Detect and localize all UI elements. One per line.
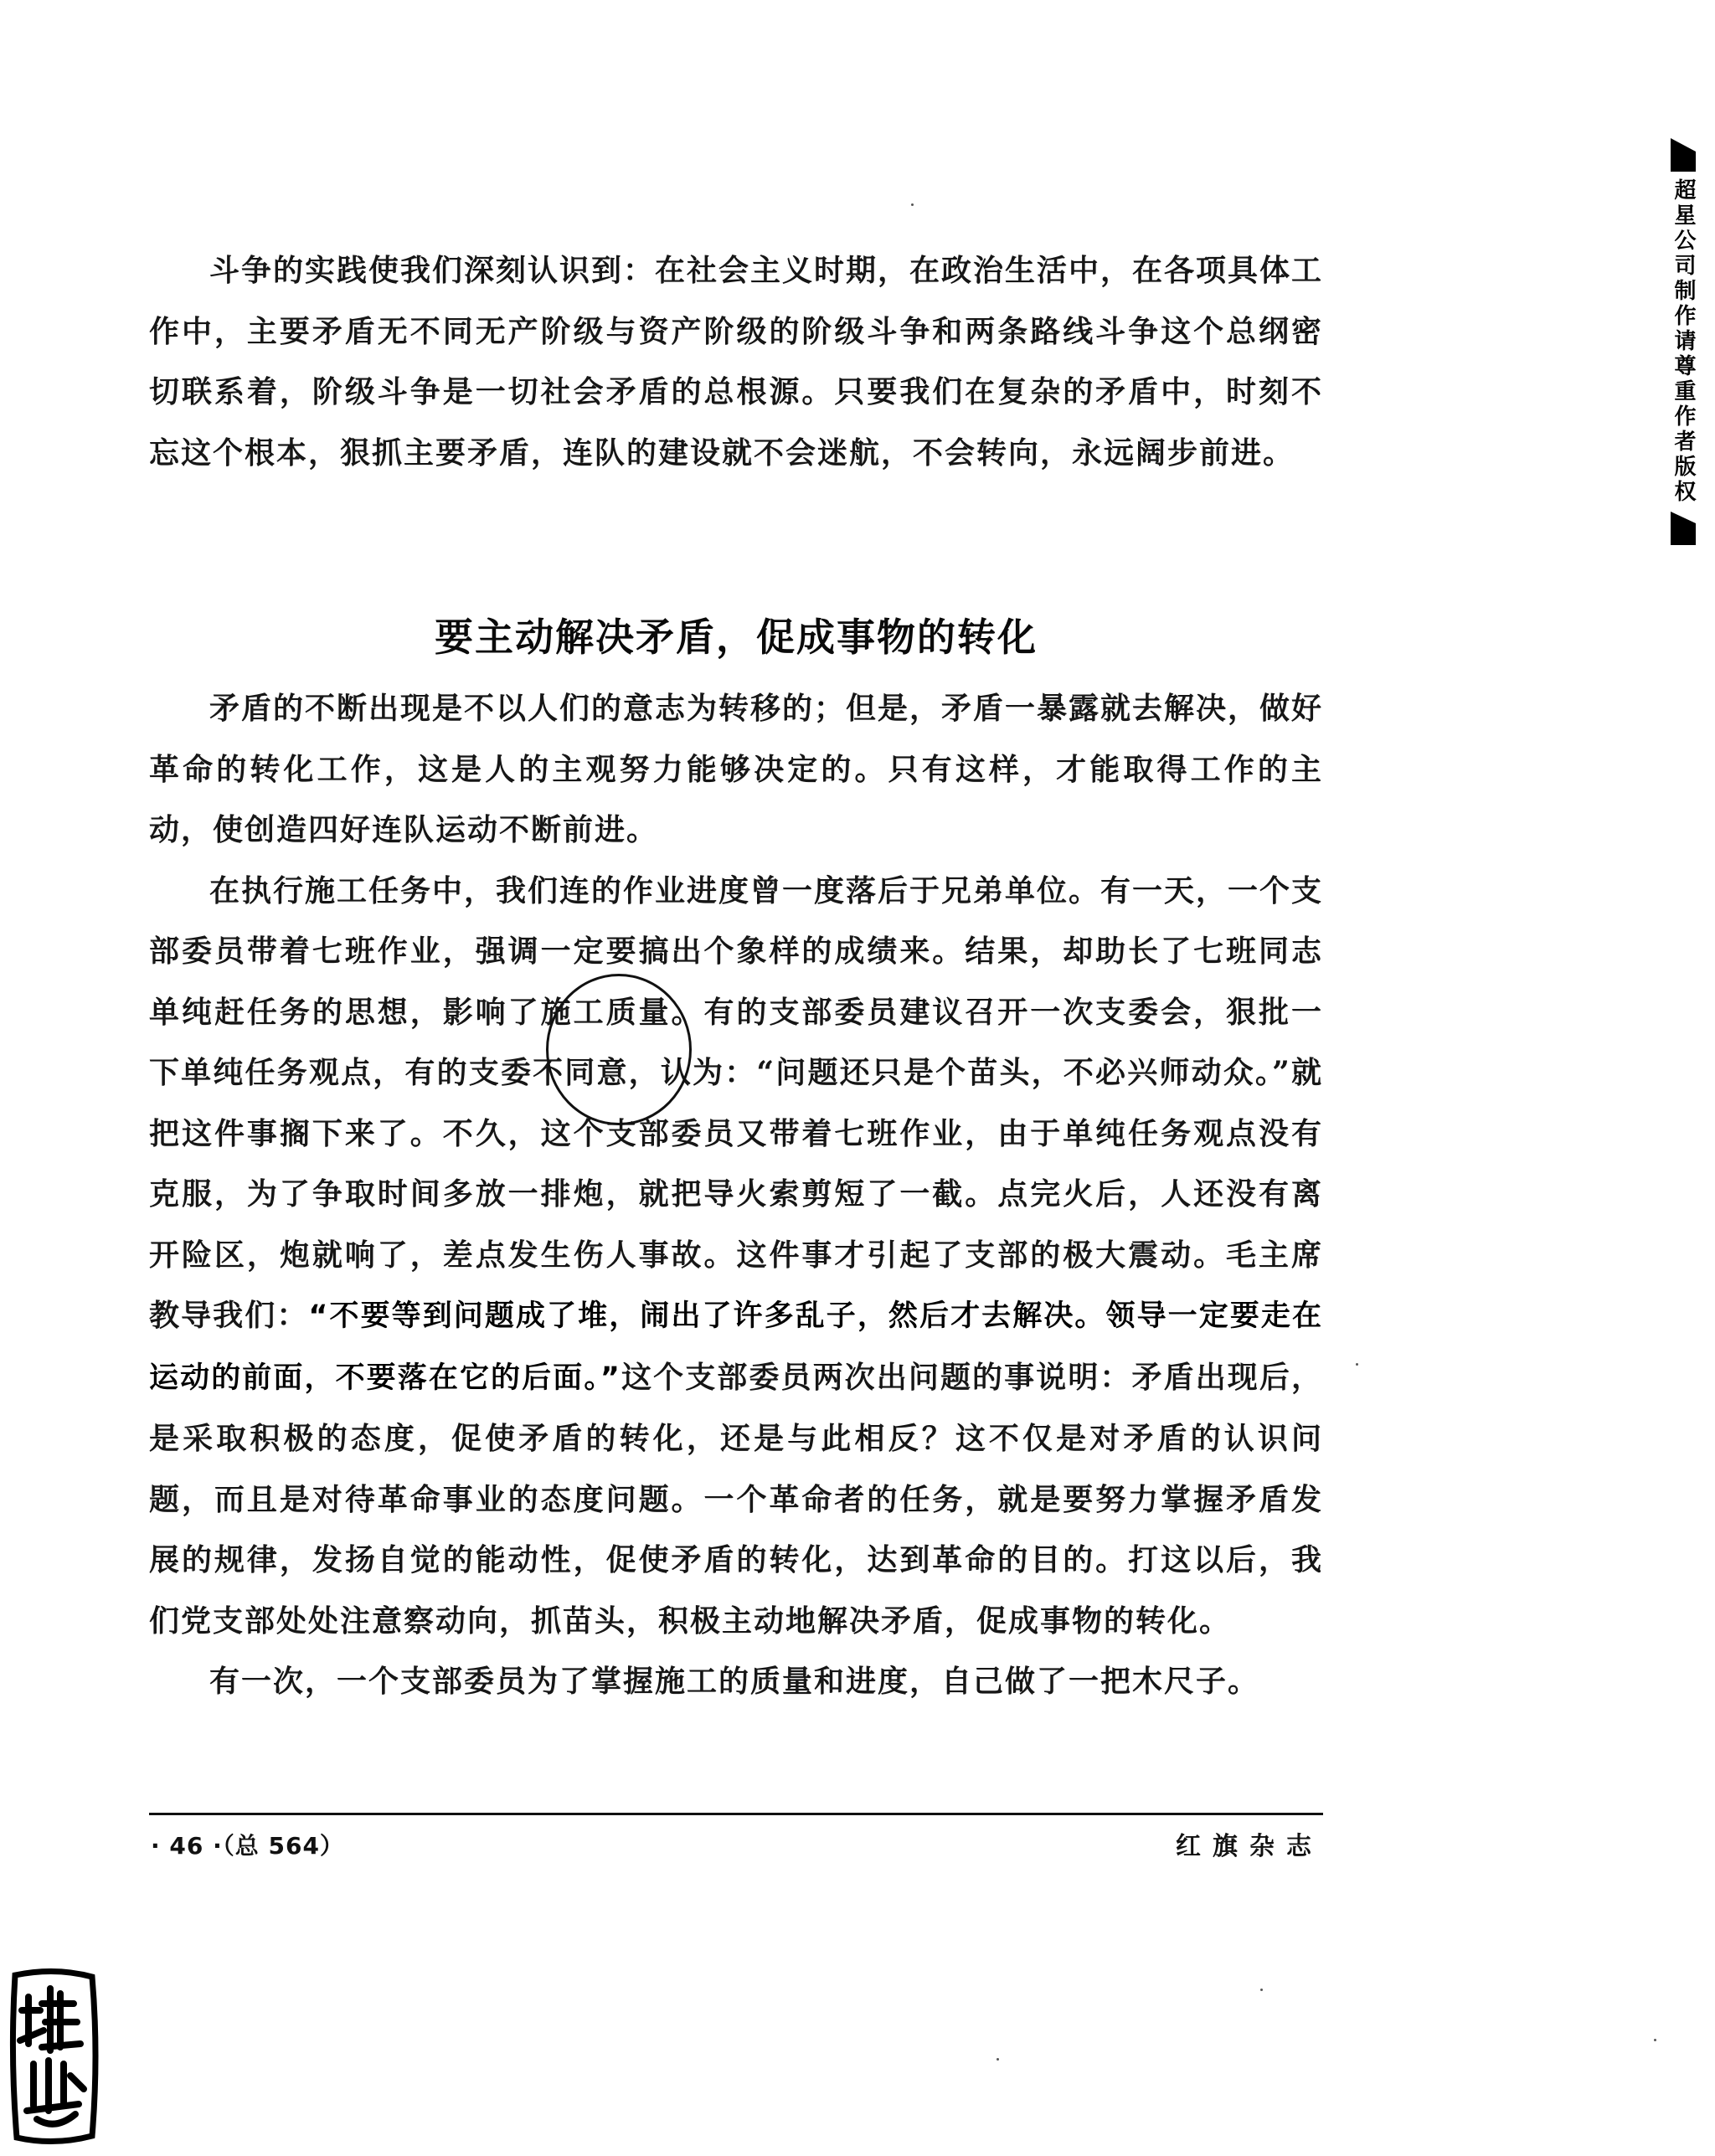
footer-rule (149, 1813, 1323, 1815)
watermark-text: 超星公司制作请尊重作者版权 (1671, 178, 1696, 505)
publication-name: 红旗杂志 (1176, 1832, 1323, 1861)
mao-quote: “不要等到问题成了堆，闹出了许多乱子，然后才去解决。领导一定要走在运动的前面，不要落在它的后面。” (149, 1299, 1323, 1395)
scan-speck (1260, 1989, 1263, 1991)
intro-paragraph: 斗争的实践使我们深刻认识到：在社会主义时期，在政治生活中，在各项具体工作中，主要矛盾无不同无产阶级与资产阶级的阶级斗争和两条路线斗争这个总纲密切联系着，阶级斗争是一切社会矛盾的总根源。只要我们在复杂的矛盾中，时刻不忘这个根本，狠抓主要矛盾，连队的建设就不会迷航，不会转向，永远阔步前进。 (149, 253, 1324, 471)
paragraph-2-continued: 这个支部委员两次出问题的事说明：矛盾出现后，是采取积极的态度，促使矛盾的转化，还是与此相反？这不仅是对矛盾的认识问题，而且是对待革命事业的态度问题。一个革命者的任务，就是要努力掌握矛盾发展的规律，发扬自觉的能动性，促使矛盾的转化，达到革命的目的。打这以后，我们党支部处处注意察动向，抓苗头，积极主动地解决矛盾，促成事物的转化。 (149, 1359, 1323, 1639)
library-seal-stamp (8, 1963, 99, 2148)
scan-speck (997, 2058, 999, 2061)
watermark-bar-bottom (1671, 512, 1696, 545)
scan-speck (1356, 1363, 1358, 1366)
section-heading: 要主动解决矛盾，促成事物的转化 (435, 615, 1038, 660)
paragraph-2 (149, 861, 1323, 1652)
hand-drawn-circle-annotation (546, 974, 692, 1125)
paragraph-2-text: 在执行施工任务中，我们连的作业进度曾一度落后于兄弟单位。有一天，一个支部委员带着七班作业，强调一定要搞出个象样的成绩来。结果，却助长了七班同志单纯赶任务的思想，影响了施工质量。有的支部委员建议召开一次支委会，狠批一下单纯任务观点，有的支委不同意，认为：“问题还只是个苗头，不必兴师动众。”就把这件事搁下来了。不久，这个支部委员又带着七班作业，由于单纯任务观点没有克服，为了争取时间多放一排炮，就把导火索剪短了一截。点完火后，人还没有离开险区，炮就响了，差点发生伤人事故。这件事才引起了支部的极大震动。毛主席教导我们： (149, 872, 1324, 1333)
section-body (149, 678, 1323, 1712)
scan-speck (911, 203, 914, 206)
intro-paragraph-block (149, 240, 1323, 483)
page-number: · 46 ·（总 564） (151, 1832, 344, 1860)
paragraph-3: 有一次，一个支部委员为了掌握施工的质量和进度，自己做了一把木尺子。 (209, 1664, 1260, 1699)
scan-speck (1654, 2039, 1656, 2041)
paragraph-1: 矛盾的不断出现是不以人们的意志为转移的；但是，矛盾一暴露就去解决，做好革命的转化工作，这是人的主观努力能够决定的。只有这样，才能取得工作的主动，使创造四好连队运动不断前进。 (149, 691, 1324, 847)
watermark-bar-top (1671, 138, 1696, 172)
copyright-watermark (1665, 138, 1702, 545)
